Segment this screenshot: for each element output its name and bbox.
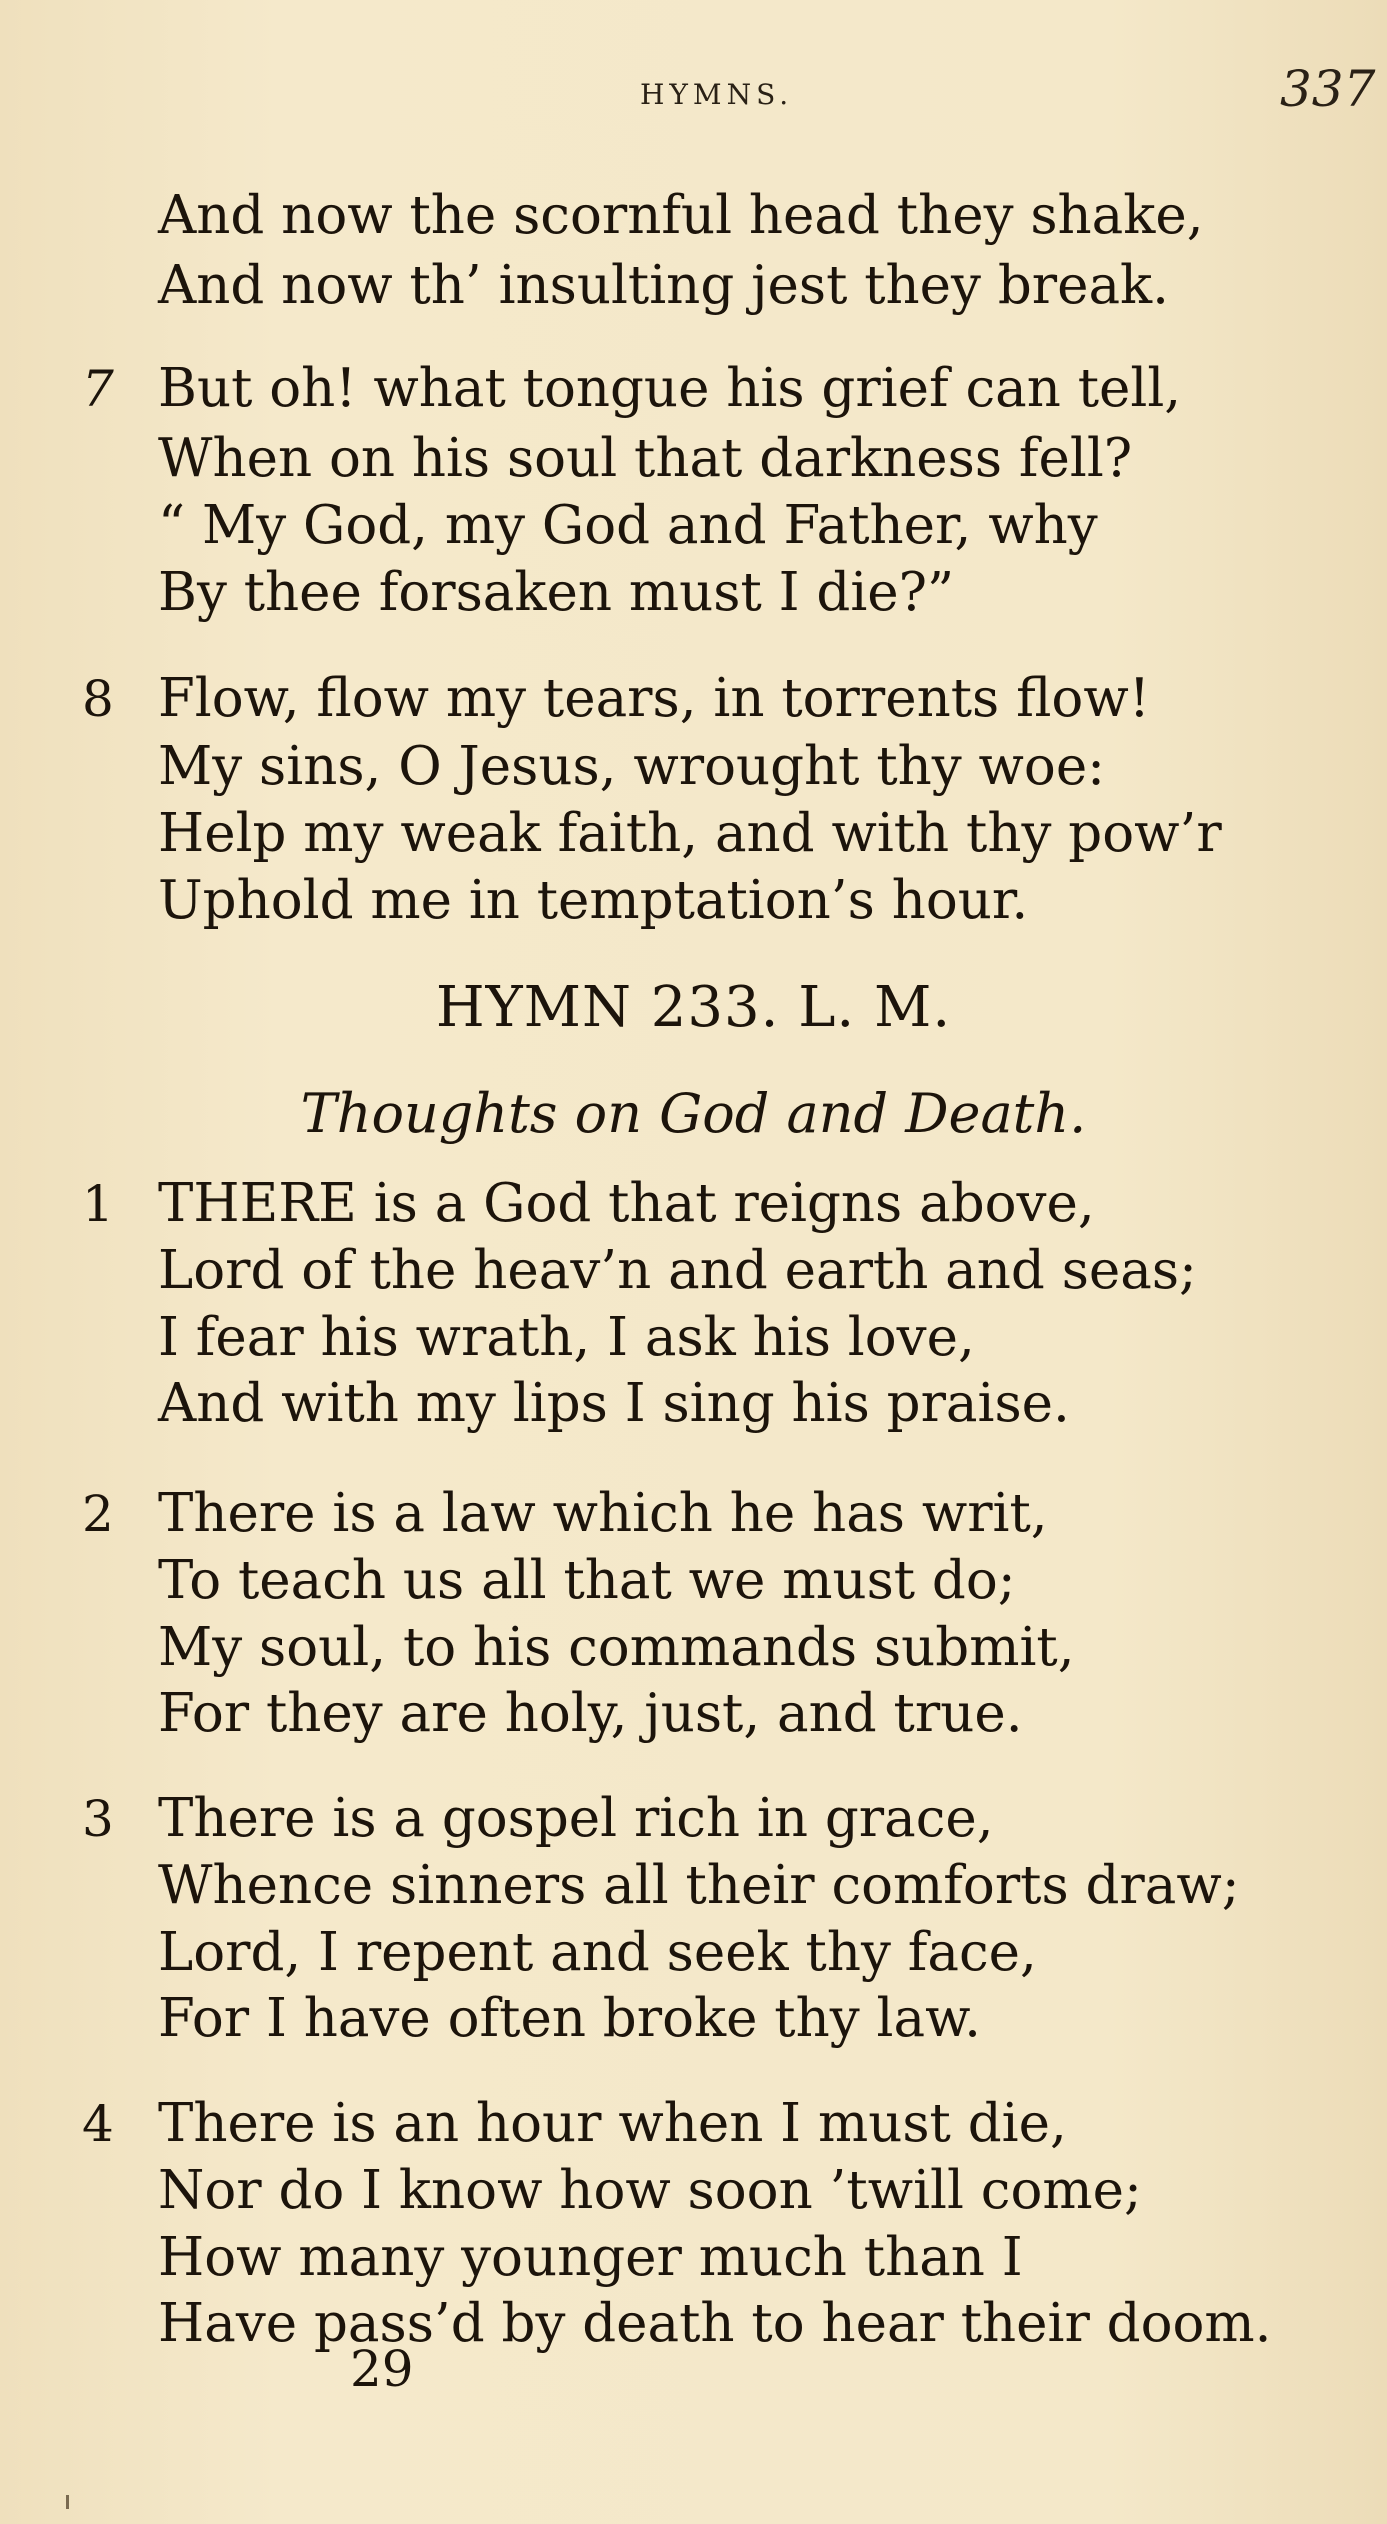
verse-line: And with my lips I sing his praise.: [158, 1373, 1070, 1434]
page-number: 337: [1280, 60, 1376, 118]
verse-number: 8: [82, 670, 114, 728]
verse-line: Have pass’d by death to hear their doom.: [158, 2293, 1272, 2354]
verse-line: By thee forsaken must I die?”: [158, 562, 955, 623]
verse-line: And now the scornful head they shake,: [158, 185, 1204, 246]
verse-line: My soul, to his commands submit,: [158, 1617, 1075, 1678]
verse-line: Flow, flow my tears, in torrents flow!: [158, 668, 1150, 729]
verse-line: To teach us all that we must do;: [158, 1550, 1016, 1611]
verse-line: I fear his wrath, I ask his love,: [158, 1307, 975, 1368]
running-title: HYMNS.: [640, 78, 794, 111]
verse-line: My sins, O Jesus, wrought thy woe:: [158, 736, 1106, 797]
verse-number: 2: [82, 1485, 114, 1543]
verse-line: Help my weak faith, and with thy pow’r: [158, 803, 1222, 864]
verse-line: Lord, I repent and seek thy face,: [158, 1922, 1037, 1983]
hymn-heading: HYMN 233. L. M.: [435, 975, 952, 1040]
verse-number: 4: [82, 2095, 114, 2153]
verse-line: There is an hour when I must die,: [158, 2093, 1067, 2154]
verse-line: When on his soul that darkness fell?: [158, 428, 1133, 489]
verse-line: “ My God, my God and Father, why: [158, 495, 1098, 556]
verse-line: For they are holy, just, and true.: [158, 1683, 1023, 1744]
signature-mark: 29: [350, 2340, 414, 2398]
verse-line: There is a gospel rich in grace,: [158, 1788, 994, 1849]
paper-speck: [66, 2495, 69, 2509]
verse-line: Lord of the heav’n and earth and seas;: [158, 1240, 1197, 1301]
verse-line: Whence sinners all their comforts draw;: [158, 1855, 1240, 1916]
verse-line: For I have often broke thy law.: [158, 1988, 982, 2049]
verse-line: Uphold me in temptation’s hour.: [158, 870, 1029, 931]
verse-line: How many younger much than I: [158, 2227, 1023, 2288]
verse-number: 7: [82, 360, 114, 418]
verse-number: 1: [82, 1175, 114, 1233]
verse-line: But oh! what tongue his grief can tell,: [158, 358, 1182, 419]
verse-line: And now th’ insulting jest they break.: [158, 255, 1170, 316]
verse-number: 3: [82, 1790, 114, 1848]
hymn-subtitle: Thoughts on God and Death.: [300, 1082, 1087, 1145]
verse-line: Nor do I know how soon ’twill come;: [158, 2160, 1142, 2221]
running-head: [0, 60, 1387, 120]
verse-line: There is a law which he has writ,: [158, 1483, 1048, 1544]
verse-line: THERE is a God that reigns above,: [158, 1173, 1095, 1234]
